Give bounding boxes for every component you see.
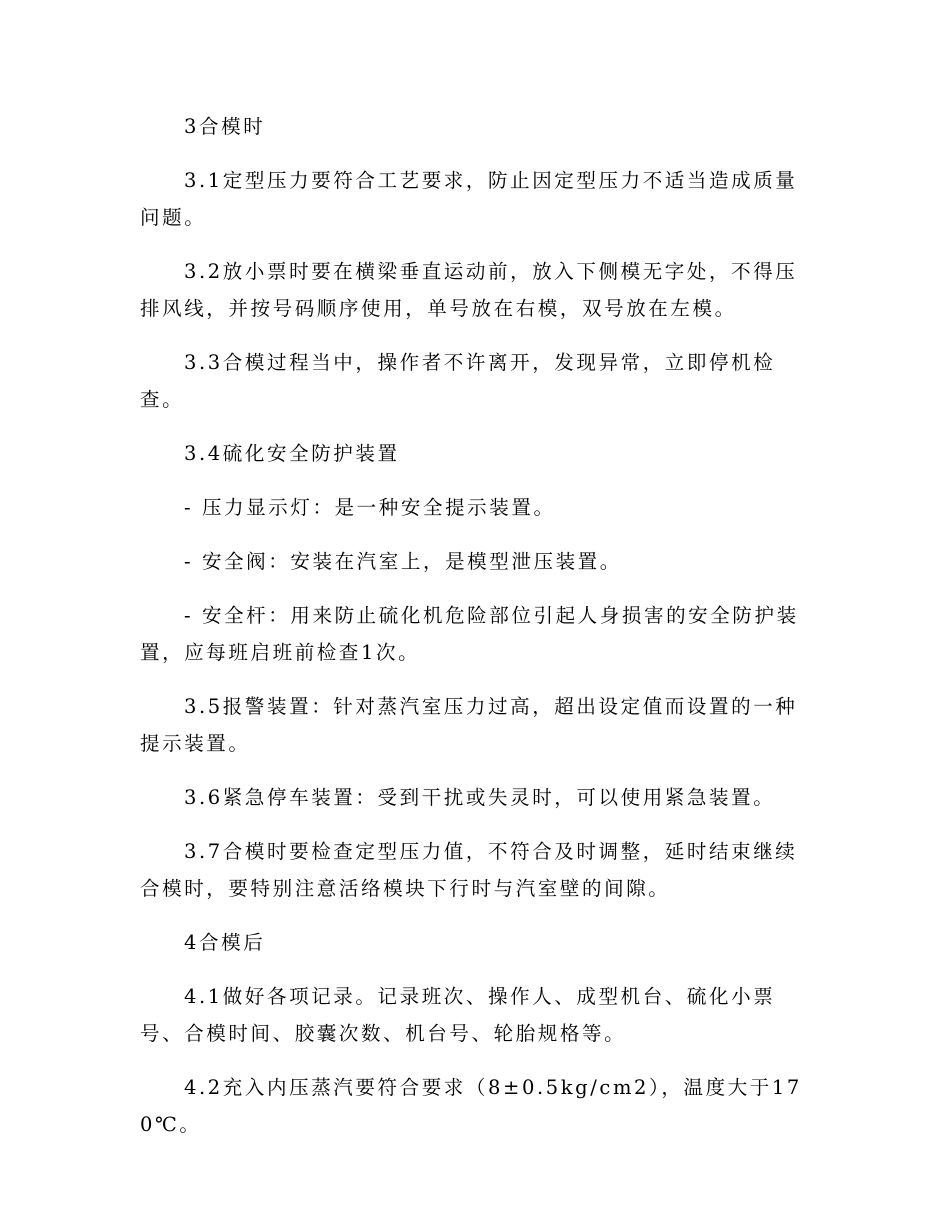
paragraph-4-2: 4.2充入内压蒸汽要符合要求（8±0.5kg/cm2），温度大于170℃。 bbox=[140, 1076, 802, 1136]
paragraph-3-7: 3.7合模时要检查定型压力值，不符合及时调整，延时结束继续合模时，要特别注意活络模块下行时与汽室壁的间隙。 bbox=[140, 840, 798, 900]
paragraph-3-3: 3.3合模过程当中，操作者不许离开，发现异常，立即停机检查。 bbox=[140, 351, 776, 411]
paragraph-3-2: 3.2放小票时要在横梁垂直运动前，放入下侧模无字处，不得压排风线，并按号码顺序使用，单号放在右模，双号放在左模。 bbox=[140, 260, 798, 320]
paragraph-4-1: 4.1做好各项记录。记录班次、操作人、成型机台、硫化小票号、合模时间、胶囊次数、机台号、轮胎规格等。 bbox=[140, 985, 776, 1045]
list-item-safety-bar: - 安全杆：用来防止硫化机危险部位引起人身损害的安全防护装置，应每班启班前检查1次。 bbox=[140, 604, 799, 664]
section-heading-3: 3合模时 bbox=[184, 115, 266, 138]
paragraph-3-1: 3.1定型压力要符合工艺要求，防止因定型压力不适当造成质量问题。 bbox=[140, 169, 798, 229]
paragraph-3-4: 3.4硫化安全防护装置 bbox=[184, 442, 400, 465]
document-body bbox=[140, 108, 812, 1160]
list-item-pressure-light: - 压力显示灯：是一种安全提示装置。 bbox=[184, 496, 556, 519]
paragraph-3-6: 3.6紧急停车装置：受到干扰或失灵时，可以使用紧急装置。 bbox=[184, 786, 776, 809]
paragraph-3-5: 3.5报警装置：针对蒸汽室压力过高，超出设定值而设置的一种提示装置。 bbox=[140, 695, 798, 755]
list-item-safety-valve: - 安全阀：安装在汽室上，是模型泄压装置。 bbox=[184, 550, 622, 573]
section-heading-4: 4合模后 bbox=[184, 931, 266, 954]
